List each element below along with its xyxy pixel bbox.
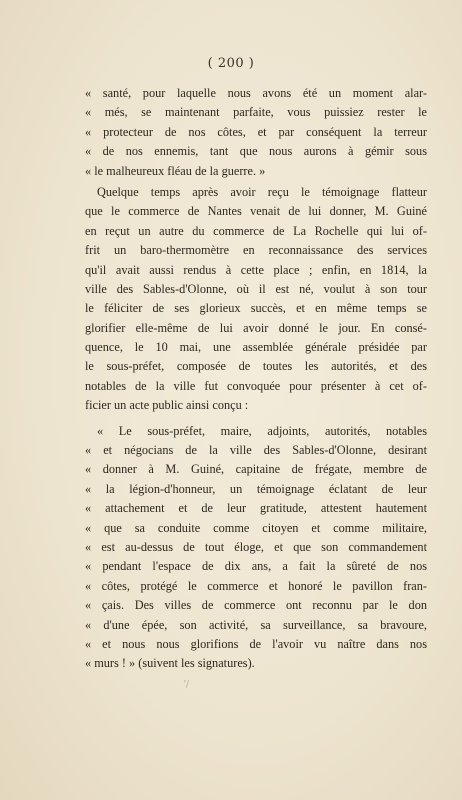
text-line: le sous-préfet, composée de toutes les autorités, et des bbox=[85, 359, 427, 374]
text-line: ville des Sables-d'Olonne, où il est né, voulut à son tour bbox=[85, 281, 427, 296]
text-line: frit un baro-thermomètre en reconnaissance des services bbox=[85, 243, 427, 258]
text-line: « le malheureux fléau de la guerre. » bbox=[85, 163, 266, 178]
text-line: « que sa conduite comme citoyen et comme militaire, bbox=[85, 520, 427, 535]
text-line: « més, se maintenant parfaite, vous puissiez rester le bbox=[85, 105, 427, 120]
text-line: « d'une épée, son activité, sa surveillance, sa bravoure, bbox=[85, 617, 427, 632]
text-line: « santé, pour laquelle nous avons été un moment alar- bbox=[85, 86, 427, 100]
text-line: notables de la ville fut convoquée pour présenter à cet of- bbox=[85, 378, 427, 393]
text-line: « protecteur de nos côtes, et par conséquent la terreur bbox=[85, 124, 427, 139]
text-line: « côtes, protégé le commerce et honoré le pavillon fran- bbox=[85, 578, 427, 593]
text-line: « attachement et de leur gratitude, attestent hautement bbox=[85, 501, 427, 516]
text-line: « de nos ennemis, tant que nous aurons à gémir sous bbox=[85, 144, 427, 159]
text-line: « et nous nous glorifions de l'avoir vu naître dans nos bbox=[85, 636, 427, 651]
text-line: qu'il avait aussi rendus à cette place ; enfin, en 1814, la bbox=[85, 262, 427, 277]
text-line: le féliciter de ses glorieux succès, et en même temps se bbox=[85, 301, 427, 316]
text-line: glorifier elle-même de lui avoir donné le jour. En consé- bbox=[85, 320, 427, 335]
text-line: « donner à M. Guiné, capitaine de frégate, membre de bbox=[85, 462, 427, 477]
text-line: « çais. Des villes de commerce ont reconnu par le don bbox=[85, 598, 427, 613]
ink-mark: ʼ/ bbox=[183, 680, 189, 690]
body-text bbox=[85, 84, 427, 674]
text-line: Quelque temps après avoir reçu le témoignage flatteur bbox=[97, 184, 427, 199]
page-number: ( 200 ) bbox=[207, 56, 255, 71]
text-line: « murs ! » (suivent les signatures). bbox=[85, 656, 255, 671]
text-line: « et négocians de la ville des Sables-d'Olonne, desirant bbox=[85, 443, 427, 458]
text-line: « pendant l'espace de dix ans, a fait la sûreté de nos bbox=[85, 559, 427, 574]
text-line: quence, le 10 mai, une assemblée générale présidée par bbox=[85, 340, 427, 355]
text-line: en reçut un autre du commerce de La Rochelle qui lui of- bbox=[85, 223, 427, 238]
text-line: « la légion-d'honneur, un témoignage éclatant de leur bbox=[85, 481, 427, 496]
text-line: « Le sous-préfet, maire, adjoints, autorités, notables bbox=[97, 423, 427, 438]
text-line: que le commerce de Nantes venait de lui donner, M. Guiné bbox=[85, 204, 427, 219]
text-line: « est au-dessus de tout éloge, et que son commandement bbox=[85, 539, 427, 554]
text-line: ficier un acte public ainsi conçu : bbox=[85, 398, 249, 413]
